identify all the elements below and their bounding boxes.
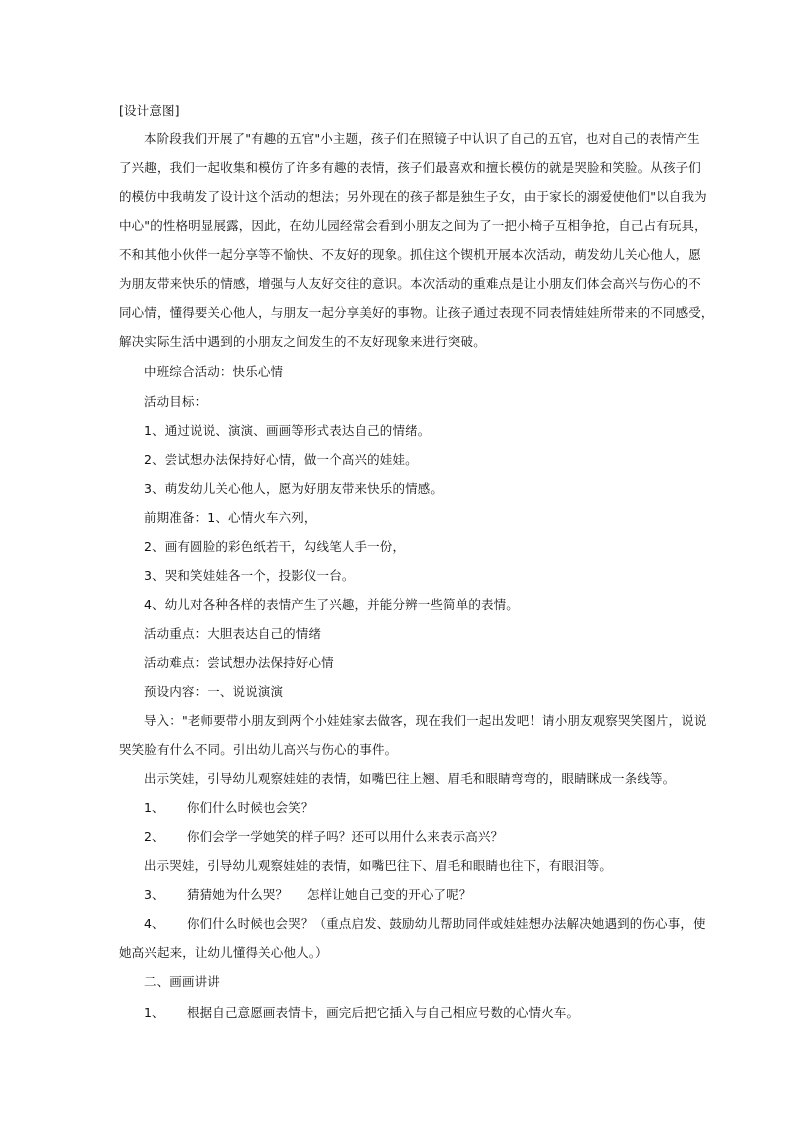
prep-item: 4、幼儿对各种各样的表情产生了兴趣，并能分辨一些简单的表情。 [144, 597, 519, 612]
activity-title: 中班综合活动：快乐心情 [144, 364, 284, 379]
intro-line: 本阶段我们开展了"有趣的五官"小主题，孩子们在照镜子中认识了自己的五官，也对自己的表情产生 [144, 131, 700, 146]
intro-line: 的模仿中我萌发了设计这个活动的想法；另外现在的孩子都是独生子女，由于家长的溺爱使他们"以自我为 [119, 189, 707, 204]
goal-item: 3、萌发幼儿关心他人，愿为好朋友带来快乐的情感。 [144, 481, 444, 496]
smile-intro: 出示笑娃，引导幼儿观察娃娃的表情，如嘴巴往上翘、眉毛和眼睛弯弯的，眼睛眯成一条线等。 [144, 771, 676, 786]
question-number: 2、 [144, 829, 165, 844]
cry-intro: 出示哭娃，引导幼儿观察娃娃的表情，如嘴巴往下、眉毛和眼睛也往下，有眼泪等。 [144, 858, 613, 873]
goal-item: 1、通过说说、演演、画画等形式表达自己的情绪。 [144, 423, 431, 438]
question-text: 你们什么时候也会笑？ [187, 800, 314, 815]
question-number: 1、 [144, 800, 165, 815]
question-text: 她高兴起来，让幼儿懂得关心他人。） [119, 945, 328, 960]
question-number: 3、 [144, 887, 165, 902]
content-heading: 预设内容：一、说说演演 [144, 684, 284, 699]
step-number: 1、 [144, 1005, 165, 1020]
section-two-heading: 二、画画讲讲 [144, 974, 220, 989]
intro-line: 解决实际生活中遇到的小朋友之间发生的不友好现象来进行突破。 [119, 334, 486, 349]
lead-in-line: 导入："老师要带小朋友到两个小娃娃家去做客，现在我们一起出发吧！请小朋友观察哭笑图片，说说 [144, 713, 707, 728]
prep-item: 2、画有圆脸的彩色纸若干，勾线笔人手一份， [144, 539, 406, 554]
question-text: 你们会学一学她笑的样子吗？还可以用什么来表示高兴？ [187, 829, 504, 844]
key-point: 活动重点：大胆表达自己的情绪 [144, 626, 322, 641]
question-text: 怎样让她自己变的开心了呢？ [307, 887, 472, 902]
goals-label: 活动目标： [144, 394, 208, 409]
prep-item: 3、哭和笑娃娃各一个，投影仪一台。 [144, 568, 355, 583]
goal-item: 2、尝试想办法保持好心情，做一个高兴的娃娃。 [144, 452, 418, 467]
step-text: 根据自己意愿画表情卡，画完后把它插入与自己相应号数的心情火车。 [187, 1005, 580, 1020]
intro-line: 同心情，懂得要关心他人，与朋友一起分享美好的事物。让孩子通过表现不同表情娃娃所带来的不同感受， [119, 305, 714, 320]
intro-line: 为朋友带来快乐的情感，增强与人友好交往的意识。本次活动的重难点是让小朋友们体会高兴与伤心的不 [119, 276, 701, 291]
prep-item: 前期准备：1、心情火车六列， [144, 510, 317, 525]
question-number: 4、 [144, 916, 165, 931]
question-text: 猜猜她为什么哭？ [187, 887, 289, 902]
lead-in-line: 哭笑脸有什么不同。引出幼儿高兴与伤心的事件。 [119, 742, 398, 757]
section-heading: [设计意图] [119, 103, 180, 118]
question-text: 你们什么时候也会哭？（重点启发、鼓励幼儿帮助同伴或娃娃想办法解决她遇到的伤心事，使 [187, 916, 706, 931]
intro-line: 了兴趣，我们一起收集和模仿了许多有趣的表情，孩子们最喜欢和擅长模仿的就是哭脸和笑脸。从孩子们 [119, 160, 701, 175]
intro-line: 不和其他小伙伴一起分享等不愉快、不友好的现象。抓住这个锲机开展本次活动，萌发幼儿关心他人，愿 [119, 247, 701, 262]
difficulty: 活动难点：尝试想办法保持好心情 [144, 655, 334, 670]
intro-line: 中心"的性格明显展露，因此，在幼儿园经常会看到小朋友之间为了一把小椅子互相争抢，自己占有玩具， [119, 218, 707, 233]
